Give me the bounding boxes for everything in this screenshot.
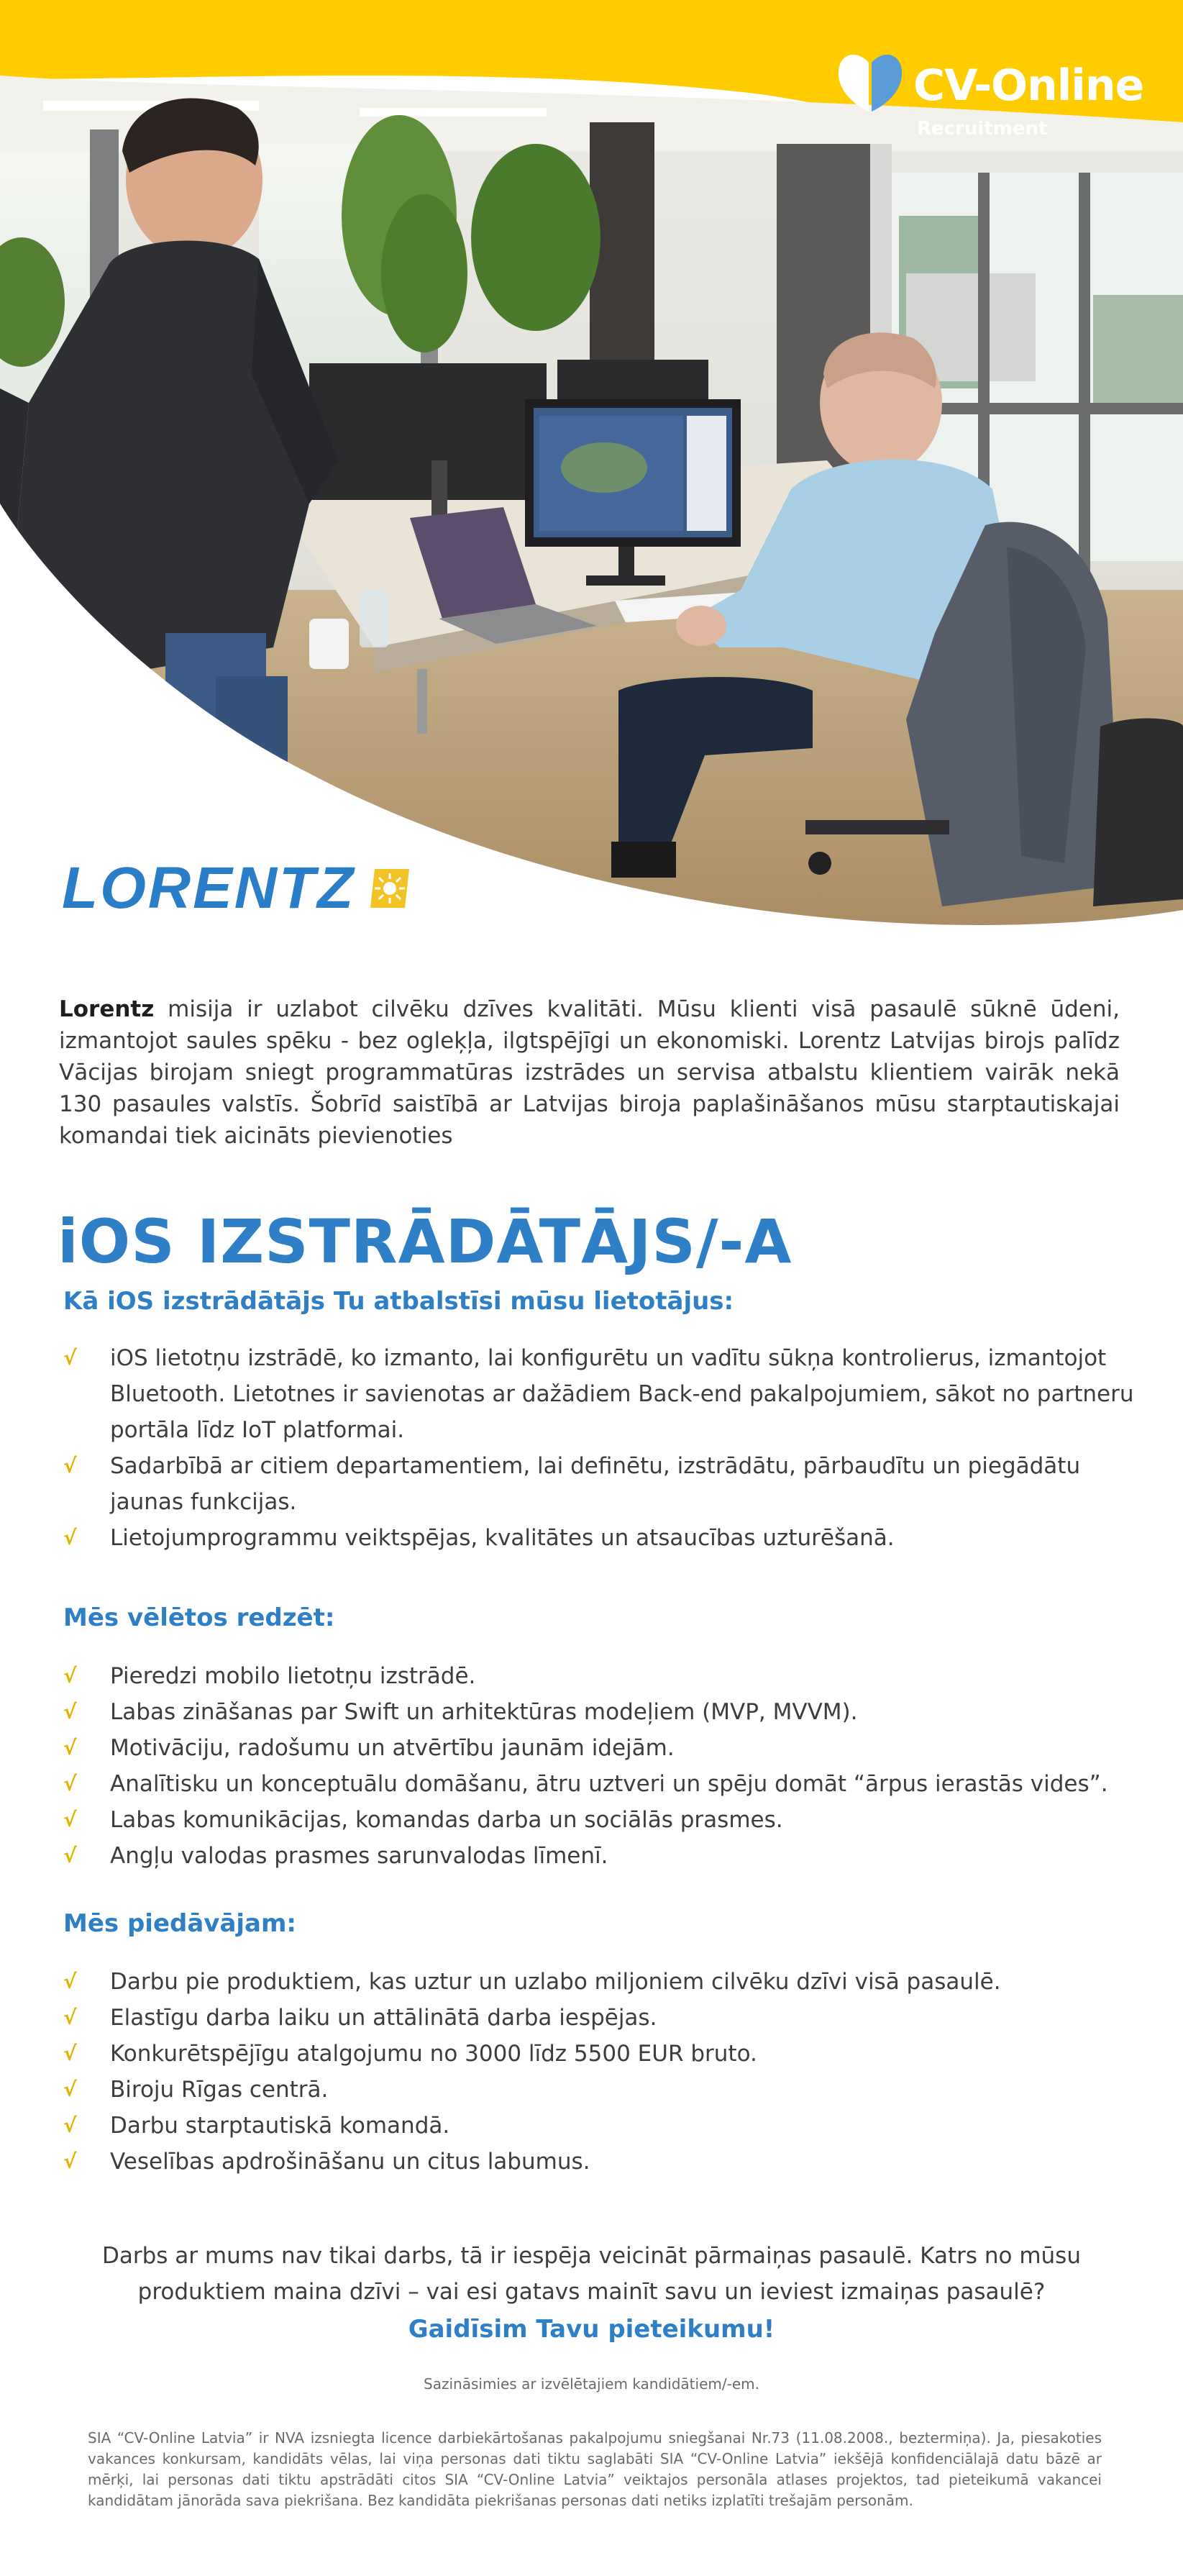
list-item-text: Veselības apdrošināšanu un citus labumus. xyxy=(110,2149,590,2175)
responsibilities-list xyxy=(63,1340,1142,1556)
check-icon: √ xyxy=(63,1526,77,1549)
cv-online-tagline: Recruitment xyxy=(917,118,1048,140)
list-item-text: Darbu pie produktiem, kas uztur un uzlabo miljoniem cilvēku dzīvi visā pasaulē. xyxy=(110,1969,1001,1995)
list-item-text: Lietojumprogrammu veiktspējas, kvalitātes un atsaucības uzturēšanā. xyxy=(110,1525,895,1551)
list-item-text: Labas zināšanas par Swift un arhitektūras modeļiem (MVP, MVVM). xyxy=(110,1699,858,1725)
list-item xyxy=(63,1694,1142,1730)
company-name: Lorentz xyxy=(59,996,155,1022)
list-item-text: Pieredzi mobilo lietotņu izstrādē. xyxy=(110,1663,476,1689)
list-item-text: Darbu starptautiskā komandā. xyxy=(110,2113,450,2139)
list-item-text: Motivāciju, radošumu un atvērtību jaunām idejām. xyxy=(110,1735,675,1761)
check-icon: √ xyxy=(63,1736,77,1760)
list-item xyxy=(63,1448,1142,1520)
check-icon: √ xyxy=(63,2113,77,2137)
intro-paragraph xyxy=(59,993,1120,1152)
cv-online-name: CV-Online xyxy=(913,60,1144,111)
section-heading: Mēs piedāvājam: xyxy=(63,1909,297,1938)
offer-list xyxy=(63,1964,1142,2180)
lorentz-logo-text: LORENTZ xyxy=(62,855,356,921)
requirements-list xyxy=(63,1658,1142,1874)
section-offer xyxy=(63,1906,1142,2180)
list-item-text: Sadarbībā ar citiem departamentiem, lai definētu, izstrādātu, pārbaudītu un piegādātu jaunas funkcijas. xyxy=(110,1453,1081,1515)
section-heading: Mēs vēlētos redzēt: xyxy=(63,1603,335,1632)
closing-paragraph: Darbs ar mums nav tikai darbs, tā ir iespēja veicināt pārmaiņas pasaulē. Katrs no mūsu produktiem maina dzīvi – vai esi gatavs mainīt savu un ieviest izmaiņas pasaulē? xyxy=(102,2243,1081,2305)
section-requirements xyxy=(63,1601,1142,1874)
check-icon: √ xyxy=(63,1844,77,1867)
cv-online-logo xyxy=(834,45,1151,145)
list-item xyxy=(63,1802,1142,1838)
list-item xyxy=(63,1730,1142,1766)
check-icon: √ xyxy=(63,2042,77,2065)
list-item-text: iOS lietotņu izstrādē, ko izmanto, lai konfigurētu un vadītu sūkņa kontrolierus, izmantojot Bluetooth. Lietotnes ir savienotas ar dažādiem Back-end pakalpojumiem, sākot no partneru portāla līdz IoT platformai. xyxy=(110,1345,1134,1443)
list-item xyxy=(63,2108,1142,2144)
list-item xyxy=(63,1964,1142,2000)
list-item xyxy=(63,2144,1142,2180)
list-item xyxy=(63,1340,1142,1448)
check-icon: √ xyxy=(63,1454,77,1478)
job-title: iOS IZSTRĀDĀTĀJS/-A xyxy=(58,1206,793,1278)
call-to-action: Gaidīsim Tavu pieteikumu! xyxy=(408,2315,775,2344)
list-item xyxy=(63,1838,1142,1874)
list-item xyxy=(63,2000,1142,2036)
list-item-text: Analītisku un konceptuālu domāšanu, ātru uztveri un spēju domāt “ārpus ierastās vides”. xyxy=(110,1771,1108,1797)
list-item-text: Elastīgu darba laiku un attālinātā darba iespējas. xyxy=(110,2005,657,2031)
legal-notice: SIA “CV-Online Latvia” ir NVA izsniegta licence darbiekārtošanas pakalpojumu sniegšanai Nr.73 (11.08.2008., beztermiņa). Ja, piesakoties vakances konkursam, kandidāts vēlas, lai viņa personas dati tiktu saglabāti SIA “CV-Online Latvia” iekšējā konfidenciālajā datu bāzē ar mērķi, lai personas dati tiktu apstrādāti citos SIA “CV-Online Latvia” veiktajos personāla atlases projektos, tad pieteikumā vakancei kandidātam jānorāda sava piekrišana. Bez kandidāta piekrišanas personas dati netiks izplatīti trešajām personām. xyxy=(88,2429,1102,2509)
hero-banner xyxy=(0,0,1183,928)
list-item xyxy=(63,1658,1142,1694)
check-icon: √ xyxy=(63,1664,77,1688)
list-item-text: Angļu valodas prasmes sarunvalodas līmenī. xyxy=(110,1843,608,1869)
list-item-text: Labas komunikācijas, komandas darba un sociālās prasmes. xyxy=(110,1807,783,1833)
list-item xyxy=(63,2072,1142,2108)
check-icon: √ xyxy=(63,1808,77,1831)
list-item-text: Biroju Rīgas centrā. xyxy=(110,2077,329,2103)
check-icon: √ xyxy=(63,2077,77,2101)
check-icon: √ xyxy=(63,1346,77,1370)
section-responsibilities xyxy=(63,1284,1142,1556)
contact-note: Sazināsimies ar izvēlētajiem kandidātiem/-em. xyxy=(424,2375,759,2393)
cv-online-logo-icon xyxy=(834,48,906,120)
list-item xyxy=(63,1766,1142,1802)
check-icon: √ xyxy=(63,1772,77,1796)
check-icon: √ xyxy=(63,2006,77,2029)
check-icon: √ xyxy=(63,1970,77,1993)
sun-icon xyxy=(367,866,412,911)
list-item xyxy=(63,1520,1142,1556)
lorentz-logo xyxy=(62,855,421,921)
list-item-text: Konkurētspējīgu atalgojumu no 3000 līdz 5500 EUR bruto. xyxy=(110,2041,757,2067)
intro-text: misija ir uzlabot cilvēku dzīves kvalitāti. Mūsu klienti visā pasaulē sūknē ūdeni, izmantojot saules spēku - bez ogleķļa, ilgtspējīgi un ekonomiski. Lorentz Latvijas birojs palīdz Vācijas birojam sniegt programmatūras izstrādes un servisa atbalstu klientiem vairāk nekā 130 pasaules valstīs. Šobrīd saistībā ar Latvijas biroja paplašināšanos mūsu starptautiskajai komandai tiek aicināts pievienoties xyxy=(59,996,1120,1149)
check-icon: √ xyxy=(63,2149,77,2173)
check-icon: √ xyxy=(63,1700,77,1724)
list-item xyxy=(63,2036,1142,2072)
section-heading: Kā iOS izstrādātājs Tu atbalstīsi mūsu lietotājus: xyxy=(63,1287,734,1316)
